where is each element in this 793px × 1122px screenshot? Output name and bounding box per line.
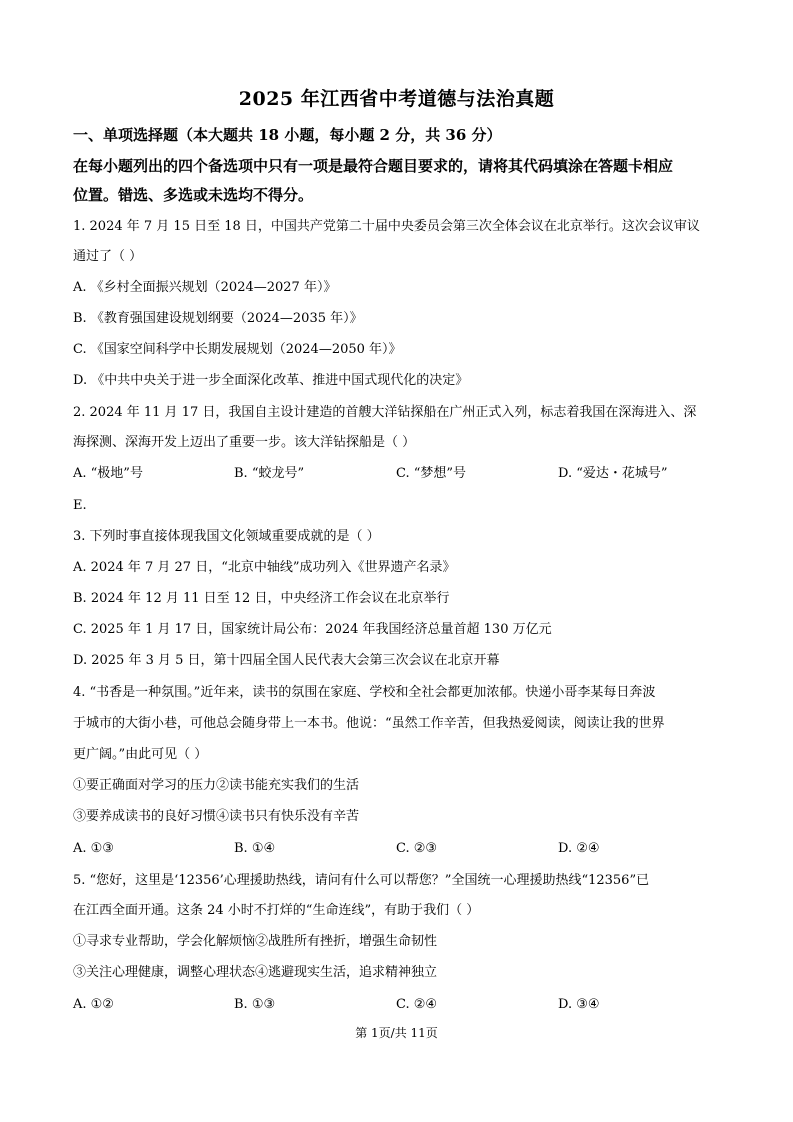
q2-stem-line2: 海探测、深海开发上迈出了重要一步。该大洋钻探船是（ ） [73,435,416,450]
q1-option-c: C. 《国家空间科学中长期发展规划（2024—2050 年）》 [73,342,402,357]
q1-option-a: A. 《乡村全面振兴规划（2024—2027 年）》 [73,280,337,295]
q4-stem-line3: 更广阔。”由此可见（ ） [73,747,208,762]
q5-option-b: B. ①③ [234,997,276,1012]
q2-option-b: B. “蛟龙号” [234,466,305,481]
q4-stem-line1: 4. “书香是一种氛围。”近年来，读书的氛围在家庭、学校和全社会都更加浓郁。快递小哥李某每日奔波 [73,685,656,700]
q1-option-d: D. 《中共中央关于进一步全面深化改革、推进中国式现代化的决定》 [73,373,469,388]
q5-stem-line2: 在江西全面开通。这条 24 小时不打烊的“生命连线”，有助于我们（ ） [73,903,480,918]
q3-stem-line1: 3. 下列时事直接体现我国文化领域重要成就的是（ ） [73,529,380,544]
page-title: 2025 年江西省中考道德与法治真题 [238,88,555,110]
q1-stem-line1: 1. 2024 年 7 月 15 日至 18 日，中国共产党第二十届中央委员会第三次全体会议在北京举行。这次会议审议 [73,219,700,234]
section-instruction-line1: 在每小题列出的四个备选项中只有一项是最符合题目要求的，请将其代码填涂在答题卡相应 [73,157,674,175]
q5-option-c: C. ②④ [396,997,438,1012]
q4-statement-line2: ③要养成读书的良好习惯④读书只有快乐没有辛苦 [73,809,360,824]
q4-option-b: B. ①④ [234,841,276,856]
q4-option-a: A. ①③ [73,841,114,856]
page-footer: 第 1页/共 11页 [355,1026,438,1040]
q2-option-a: A. “极地”号 [73,466,143,481]
q2-option-c: C. “梦想”号 [396,466,467,481]
q3-option-c: C. 2025 年 1 月 17 日，国家统计局公布：2024 年我国经济总量首超 130 万亿元 [73,622,552,637]
q2-stem-line1: 2. 2024 年 11 月 17 日，我国自主设计建造的首艘大洋钻探船在广州正式入列，标志着我国在深海进入、深 [73,405,697,420]
q3-option-a: A. 2024 年 7 月 27 日，“北京中轴线”成功列入《世界遗产名录》 [73,560,456,575]
q4-option-c: C. ②③ [396,841,438,856]
q5-statement-line1: ①寻求专业帮助，学会化解烦恼②战胜所有挫折，增强生命韧性 [73,934,438,949]
q5-option-d: D. ③④ [558,997,600,1012]
q5-option-a: A. ①② [73,997,114,1012]
q3-option-b: B. 2024 年 12 月 11 日至 12 日，中央经济工作会议在北京举行 [73,591,450,606]
section-heading: 一、单项选择题（本大题共 18 小题，每小题 2 分，共 36 分） [73,126,502,144]
q4-option-d: D. ②④ [558,841,600,856]
q4-stem-line2: 于城市的大街小巷，可他总会随身带上一本书。他说：“虽然工作辛苦，但我热爱阅读，阅读让我的世界 [73,716,665,731]
q2-option-e: E. [73,498,87,513]
q3-option-d: D. 2025 年 3 月 5 日，第十四届全国人民代表大会第三次会议在北京开幕 [73,653,500,668]
q4-statement-line1: ①要正确面对学习的压力②读书能充实我们的生活 [73,778,360,793]
q5-stem-line1: 5. “您好，这里是‘12356’心理援助热线，请问有什么可以帮您？”全国统一心理援助热线“12356”已 [73,873,650,888]
section-instruction-line2: 位置。错选、多选或未选均不得分。 [73,186,314,204]
q1-option-b: B. 《教育强国建设规划纲要（2024—2035 年）》 [73,311,363,326]
q1-stem-line2: 通过了（ ） [73,249,143,264]
q2-option-d: D. “爱达・花城号” [558,466,668,481]
q5-statement-line2: ③关注心理健康，调整心理状态④逃避现实生活，追求精神独立 [73,965,438,980]
